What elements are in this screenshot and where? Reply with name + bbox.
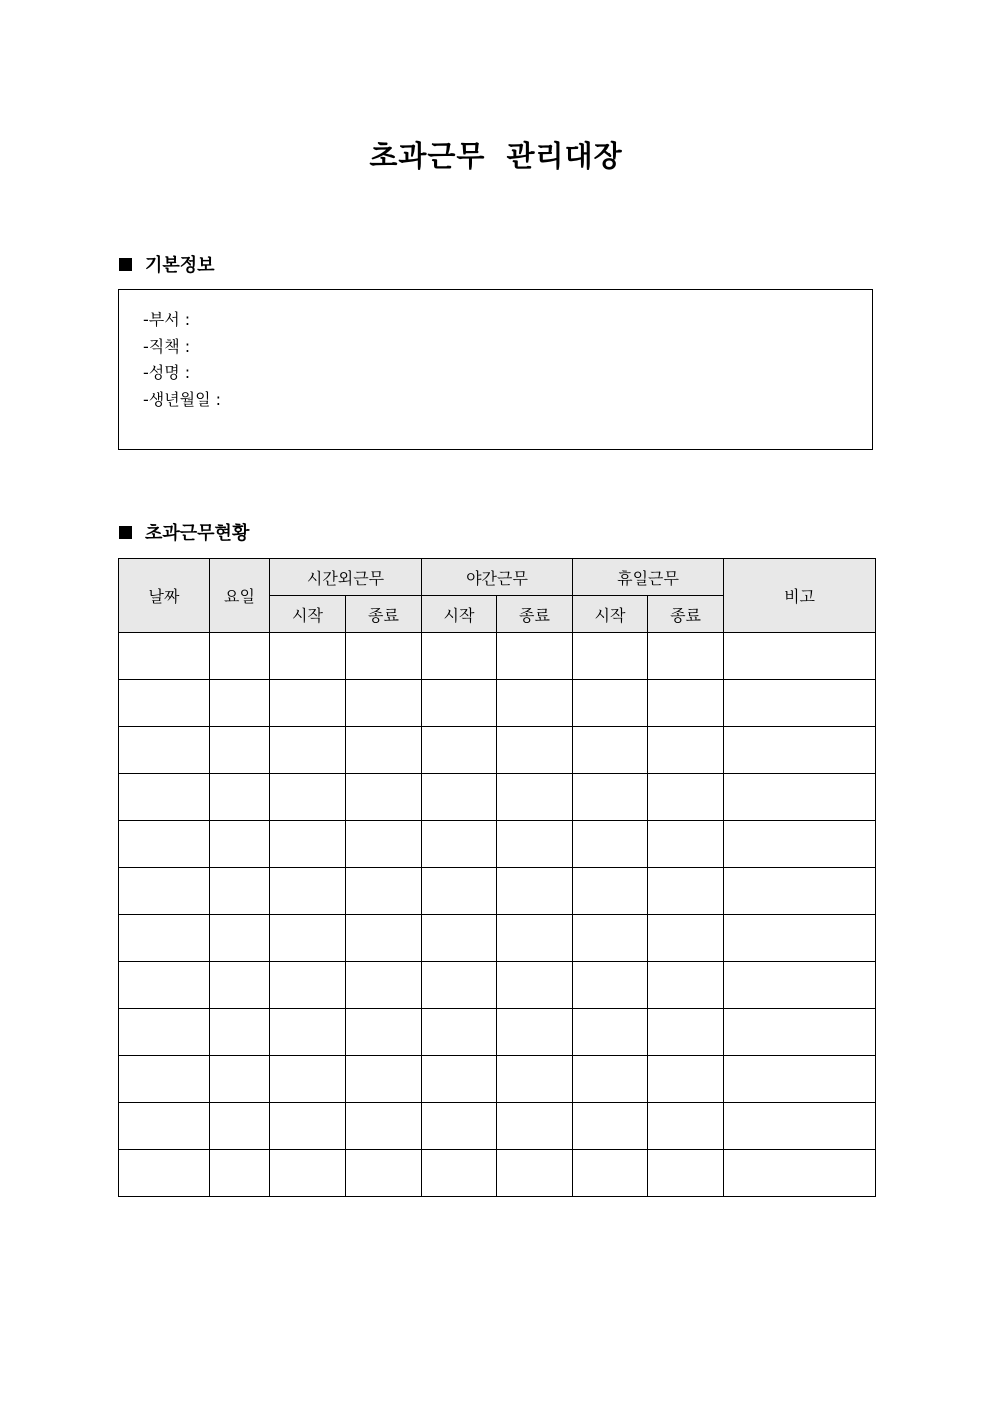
overtime-table-body	[119, 633, 876, 1197]
table-row	[119, 1150, 876, 1197]
header-holiday-work: 휴일근무	[573, 559, 724, 596]
header-night-start: 시작	[422, 596, 497, 633]
table-row	[119, 774, 876, 821]
table-row	[119, 1103, 876, 1150]
cell-holiday-end[interactable]	[648, 633, 724, 680]
field-name: -성명 :	[143, 363, 191, 382]
cell-remarks[interactable]	[724, 727, 876, 774]
cell-holiday-end[interactable]	[648, 680, 724, 727]
cell-holiday-end[interactable]	[648, 727, 724, 774]
cell-night-end[interactable]	[497, 1150, 573, 1197]
cell-extended-start[interactable]	[270, 1009, 346, 1056]
cell-extended-end[interactable]	[346, 774, 422, 821]
cell-remarks[interactable]	[724, 1103, 876, 1150]
cell-night-start[interactable]	[422, 915, 497, 962]
cell-extended-start[interactable]	[270, 680, 346, 727]
cell-date[interactable]	[119, 1150, 210, 1197]
header-extended-start: 시작	[270, 596, 346, 633]
cell-weekday[interactable]	[210, 821, 270, 868]
field-department: -부서 :	[143, 310, 191, 329]
cell-extended-end[interactable]	[346, 868, 422, 915]
cell-remarks[interactable]	[724, 1150, 876, 1197]
cell-extended-end[interactable]	[346, 727, 422, 774]
cell-date[interactable]	[119, 868, 210, 915]
section-heading-basic-info	[119, 252, 215, 276]
cell-remarks[interactable]	[724, 680, 876, 727]
cell-holiday-start[interactable]	[573, 774, 648, 821]
cell-remarks[interactable]	[724, 915, 876, 962]
cell-holiday-start[interactable]	[573, 1009, 648, 1056]
header-night-work: 야간근무	[422, 559, 573, 596]
square-bullet-icon	[119, 258, 132, 271]
cell-weekday[interactable]	[210, 774, 270, 821]
cell-date[interactable]	[119, 962, 210, 1009]
section-heading-label: 초과근무현황	[145, 523, 250, 544]
cell-extended-end[interactable]	[346, 633, 422, 680]
cell-holiday-end[interactable]	[648, 821, 724, 868]
cell-weekday[interactable]	[210, 680, 270, 727]
cell-date[interactable]	[119, 1009, 210, 1056]
cell-extended-start[interactable]	[270, 915, 346, 962]
overtime-table	[118, 558, 876, 1197]
cell-extended-start[interactable]	[270, 774, 346, 821]
cell-date[interactable]	[119, 1103, 210, 1150]
cell-date[interactable]	[119, 680, 210, 727]
cell-remarks[interactable]	[724, 1056, 876, 1103]
square-bullet-icon	[119, 526, 132, 539]
section-heading-label: 기본정보	[145, 255, 215, 276]
table-row	[119, 727, 876, 774]
cell-date[interactable]	[119, 821, 210, 868]
cell-weekday[interactable]	[210, 1056, 270, 1103]
table-row	[119, 821, 876, 868]
table-row	[119, 633, 876, 680]
cell-night-end[interactable]	[497, 868, 573, 915]
field-birthdate: -생년월일 :	[143, 389, 222, 409]
field-position: -직책 :	[143, 336, 191, 356]
cell-date[interactable]	[119, 633, 210, 680]
cell-holiday-end[interactable]	[648, 1009, 724, 1056]
cell-holiday-start[interactable]	[573, 633, 648, 680]
cell-night-end[interactable]	[497, 821, 573, 868]
table-row	[119, 1009, 876, 1056]
table-row	[119, 1056, 876, 1103]
cell-night-end[interactable]	[497, 1009, 573, 1056]
table-row	[119, 915, 876, 962]
cell-night-end[interactable]	[497, 962, 573, 1009]
cell-extended-end[interactable]	[346, 821, 422, 868]
cell-extended-end[interactable]	[346, 1009, 422, 1056]
cell-weekday[interactable]	[210, 1103, 270, 1150]
cell-extended-start[interactable]	[270, 633, 346, 680]
cell-night-start[interactable]	[422, 1056, 497, 1103]
cell-holiday-end[interactable]	[648, 868, 724, 915]
cell-night-end[interactable]	[497, 915, 573, 962]
cell-holiday-start[interactable]	[573, 915, 648, 962]
cell-night-end[interactable]	[497, 774, 573, 821]
cell-extended-start[interactable]	[270, 1056, 346, 1103]
cell-night-end[interactable]	[497, 1056, 573, 1103]
basic-info-box	[118, 289, 873, 450]
cell-holiday-end[interactable]	[648, 1103, 724, 1150]
cell-weekday[interactable]	[210, 633, 270, 680]
table-row	[119, 962, 876, 1009]
cell-weekday[interactable]	[210, 1150, 270, 1197]
cell-holiday-start[interactable]	[573, 1103, 648, 1150]
cell-extended-end[interactable]	[346, 962, 422, 1009]
cell-date[interactable]	[119, 774, 210, 821]
cell-night-end[interactable]	[497, 1103, 573, 1150]
cell-night-end[interactable]	[497, 633, 573, 680]
cell-extended-start[interactable]	[270, 962, 346, 1009]
page-title: 초과근무 관리대장	[369, 139, 623, 173]
cell-remarks[interactable]	[724, 868, 876, 915]
cell-date[interactable]	[119, 727, 210, 774]
header-extended-end: 종료	[346, 596, 422, 633]
section-heading-overtime	[119, 520, 249, 544]
cell-night-start[interactable]	[422, 680, 497, 727]
cell-extended-end[interactable]	[346, 1150, 422, 1197]
cell-remarks[interactable]	[724, 962, 876, 1009]
cell-extended-start[interactable]	[270, 727, 346, 774]
cell-night-start[interactable]	[422, 727, 497, 774]
cell-holiday-start[interactable]	[573, 821, 648, 868]
header-extended-work: 시간외근무	[270, 559, 422, 596]
cell-holiday-start[interactable]	[573, 680, 648, 727]
cell-extended-start[interactable]	[270, 1103, 346, 1150]
cell-weekday[interactable]	[210, 962, 270, 1009]
cell-holiday-start[interactable]	[573, 868, 648, 915]
cell-night-start[interactable]	[422, 1009, 497, 1056]
cell-night-start[interactable]	[422, 1103, 497, 1150]
cell-weekday[interactable]	[210, 1009, 270, 1056]
cell-holiday-start[interactable]	[573, 1150, 648, 1197]
cell-extended-start[interactable]	[270, 868, 346, 915]
cell-date[interactable]	[119, 915, 210, 962]
cell-remarks[interactable]	[724, 774, 876, 821]
cell-extended-start[interactable]	[270, 821, 346, 868]
header-holiday-start: 시작	[573, 596, 648, 633]
cell-extended-end[interactable]	[346, 1056, 422, 1103]
cell-holiday-end[interactable]	[648, 1056, 724, 1103]
cell-holiday-end[interactable]	[648, 915, 724, 962]
cell-weekday[interactable]	[210, 868, 270, 915]
table-row	[119, 868, 876, 915]
cell-extended-end[interactable]	[346, 680, 422, 727]
cell-holiday-start[interactable]	[573, 1056, 648, 1103]
header-holiday-end: 종료	[648, 596, 724, 633]
header-night-end: 종료	[497, 596, 573, 633]
cell-extended-end[interactable]	[346, 1103, 422, 1150]
cell-night-end[interactable]	[497, 727, 573, 774]
cell-extended-start[interactable]	[270, 1150, 346, 1197]
cell-night-start[interactable]	[422, 1150, 497, 1197]
cell-remarks[interactable]	[724, 821, 876, 868]
cell-night-start[interactable]	[422, 633, 497, 680]
cell-holiday-end[interactable]	[648, 774, 724, 821]
cell-date[interactable]	[119, 1056, 210, 1103]
cell-extended-end[interactable]	[346, 915, 422, 962]
cell-holiday-end[interactable]	[648, 1150, 724, 1197]
cell-night-start[interactable]	[422, 868, 497, 915]
cell-weekday[interactable]	[210, 727, 270, 774]
cell-holiday-start[interactable]	[573, 727, 648, 774]
cell-night-start[interactable]	[422, 821, 497, 868]
header-weekday: 요일	[210, 559, 270, 633]
header-remarks: 비고	[724, 559, 876, 633]
cell-night-start[interactable]	[422, 962, 497, 1009]
cell-night-start[interactable]	[422, 774, 497, 821]
cell-weekday[interactable]	[210, 915, 270, 962]
cell-night-end[interactable]	[497, 680, 573, 727]
cell-remarks[interactable]	[724, 1009, 876, 1056]
cell-holiday-end[interactable]	[648, 962, 724, 1009]
table-row	[119, 680, 876, 727]
cell-remarks[interactable]	[724, 633, 876, 680]
header-date: 날짜	[119, 559, 210, 633]
cell-holiday-start[interactable]	[573, 962, 648, 1009]
